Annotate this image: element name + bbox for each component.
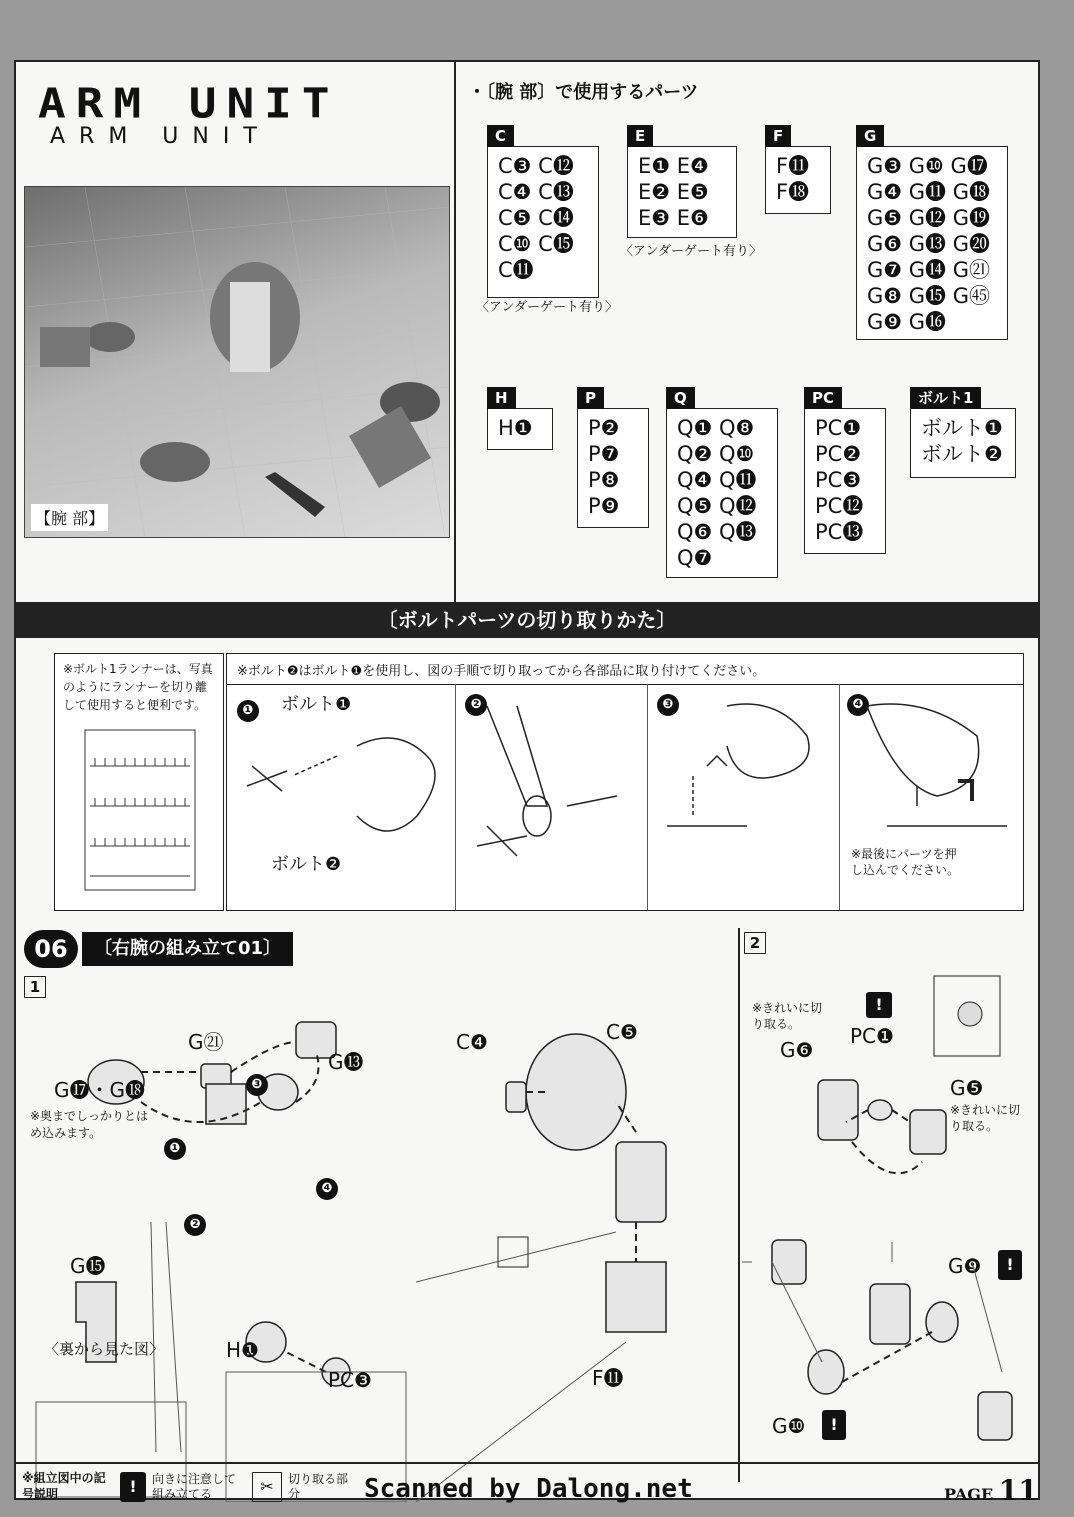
clean-cut-note-1: ※きれいに切り取る。: [752, 1001, 823, 1031]
parts-group-bolt1: ボルト1 ボルト❶ ボルト❷: [910, 408, 1016, 478]
warning-icon-g9: !: [998, 1250, 1022, 1280]
label-g10: G❿: [772, 1414, 806, 1438]
bolt-final-note: ※最後にパーツを押し込んでください。: [851, 847, 960, 877]
parts-heading: ・〔腕 部〕で使用するパーツ: [468, 82, 699, 103]
parts-group-q: Q Q❶ Q❽ Q❷ Q❿ Q❹ Q⓫ Q❺ Q⓬ Q❻ Q⓭ Q❼: [666, 408, 778, 578]
label-g17-g18: G⓱・G⓲: [54, 1078, 145, 1102]
label-g9: G❾: [948, 1254, 982, 1278]
page-label: [944, 1474, 1038, 1507]
parts-group-c: C C❸ C⓬ C❹ C⓭ C❺ C⓮ C❿ C⓯ C⓫: [487, 146, 599, 298]
bolt-runner-illustration: [55, 726, 223, 906]
title-text: ARM UNIT: [50, 124, 271, 149]
photo-caption: 【腕 部】: [31, 504, 108, 531]
page-label-text: PAGE: [944, 1485, 994, 1504]
label-g13: G⓭: [328, 1050, 364, 1074]
bolt-step-4: ❹: [847, 694, 869, 716]
parts-group-g: G G❸ G❿ G⓱ G❹ G⓫ G⓲ G❺ G⓬ G⓳ G❻ G⓭ G⓴ G❼ G⓮ G㉑ G❽ G⓯ G㊺ G❾ G⓰: [856, 146, 1008, 340]
bolt-step-3: ❸: [657, 694, 679, 716]
arrow-step-3: ❸: [246, 1074, 268, 1096]
label-pc3: PC❸: [328, 1368, 372, 1392]
legend-warn-label: 向きに注意して組み立てる: [152, 1472, 237, 1501]
label-g6: G❻: [780, 1038, 814, 1062]
bolt-section-title: 〔ボルトパーツの切り取りかた〕: [377, 608, 677, 632]
back-view-label: 〈裏から見た図〉: [44, 1340, 165, 1358]
parts-photo: [24, 186, 450, 538]
photo-illustration: [25, 187, 449, 537]
parts-group-e: E E❶ E❹ E❷ E❺ E❸ E❻: [627, 146, 737, 238]
bolt2-label: ボルト❷: [271, 854, 342, 875]
step2-illustration: [742, 962, 1038, 1462]
title-block: [16, 62, 456, 602]
legend-cut-icon: ✂: [252, 1472, 282, 1502]
warning-icon-g10: !: [822, 1410, 846, 1440]
arrow-step-2: ❷: [184, 1214, 206, 1236]
label-pc1: PC❶: [850, 1024, 894, 1048]
label-h1: H❶: [226, 1338, 259, 1362]
warning-icon: !: [866, 992, 892, 1018]
bolt-step-2: ❷: [465, 694, 487, 716]
step1-box: 1: [24, 976, 46, 998]
parts-group-pc: PC PC❶ PC❷ PC❸ PC⓬ PC⓭: [804, 408, 886, 554]
bolt-side-note: ※ボルト1ランナーは、写真のようにランナーを切り離して使用すると便利です。: [63, 662, 213, 712]
legend-title: ※組立図中の記号説明: [22, 1471, 106, 1501]
label-g15: G⓯: [70, 1254, 106, 1278]
bolt-steps-illustration: [227, 686, 1023, 912]
label-c4: C❹: [456, 1030, 488, 1054]
label-c5: C❺: [606, 1020, 638, 1044]
parts-group-c-note: 〈アンダーゲート有り〉: [476, 300, 618, 315]
legend-cut-label: 切り取る部分: [288, 1472, 349, 1501]
bolt-section-bar: [16, 602, 1038, 638]
step2-box: 2: [744, 932, 766, 954]
arrow-step-4: ❹: [316, 1178, 338, 1200]
parts-group-e-note: 〈アンダーゲート有り〉: [620, 244, 762, 259]
bolt1-label: ボルト❶: [281, 694, 352, 715]
bolt-steps-panel: [226, 653, 1024, 911]
bolt-step-1: ❶: [237, 700, 259, 722]
label-g5: G❺: [950, 1076, 984, 1100]
assembly-title: 〔右腕の組み立て01〕: [82, 932, 293, 966]
scan-credit: Scanned by Dalong.net: [364, 1474, 693, 1504]
parts-group-p: P P❷ P❼ P❽ P❾: [577, 408, 649, 528]
parts-group-h: H H❶: [487, 408, 553, 450]
label-f11: F⓫: [592, 1366, 624, 1390]
bolt-side-panel: [54, 653, 224, 911]
bolt-instruction: ※ボルト❷はボルト❶を使用し、図の手順で切り取ってから各部品に取り付けてください。: [237, 664, 766, 679]
parts-group-f: F F⓫ F⓲: [765, 146, 831, 214]
arrow-step-1: ❶: [164, 1138, 186, 1160]
assembly-number: 06: [24, 930, 78, 968]
press-note: ※奥までしっかりとはめ込みます。: [30, 1109, 149, 1140]
assembly-illustration: [16, 982, 736, 1502]
clean-cut-note-2: ※きれいに切り取る。: [950, 1103, 1021, 1133]
stylized-title: ARM UNIT: [38, 78, 340, 128]
label-g21: G㉑: [188, 1030, 224, 1054]
manual-page: [14, 60, 1040, 1507]
page-number: 11: [998, 1474, 1038, 1507]
legend-warn-icon: !: [120, 1472, 146, 1502]
